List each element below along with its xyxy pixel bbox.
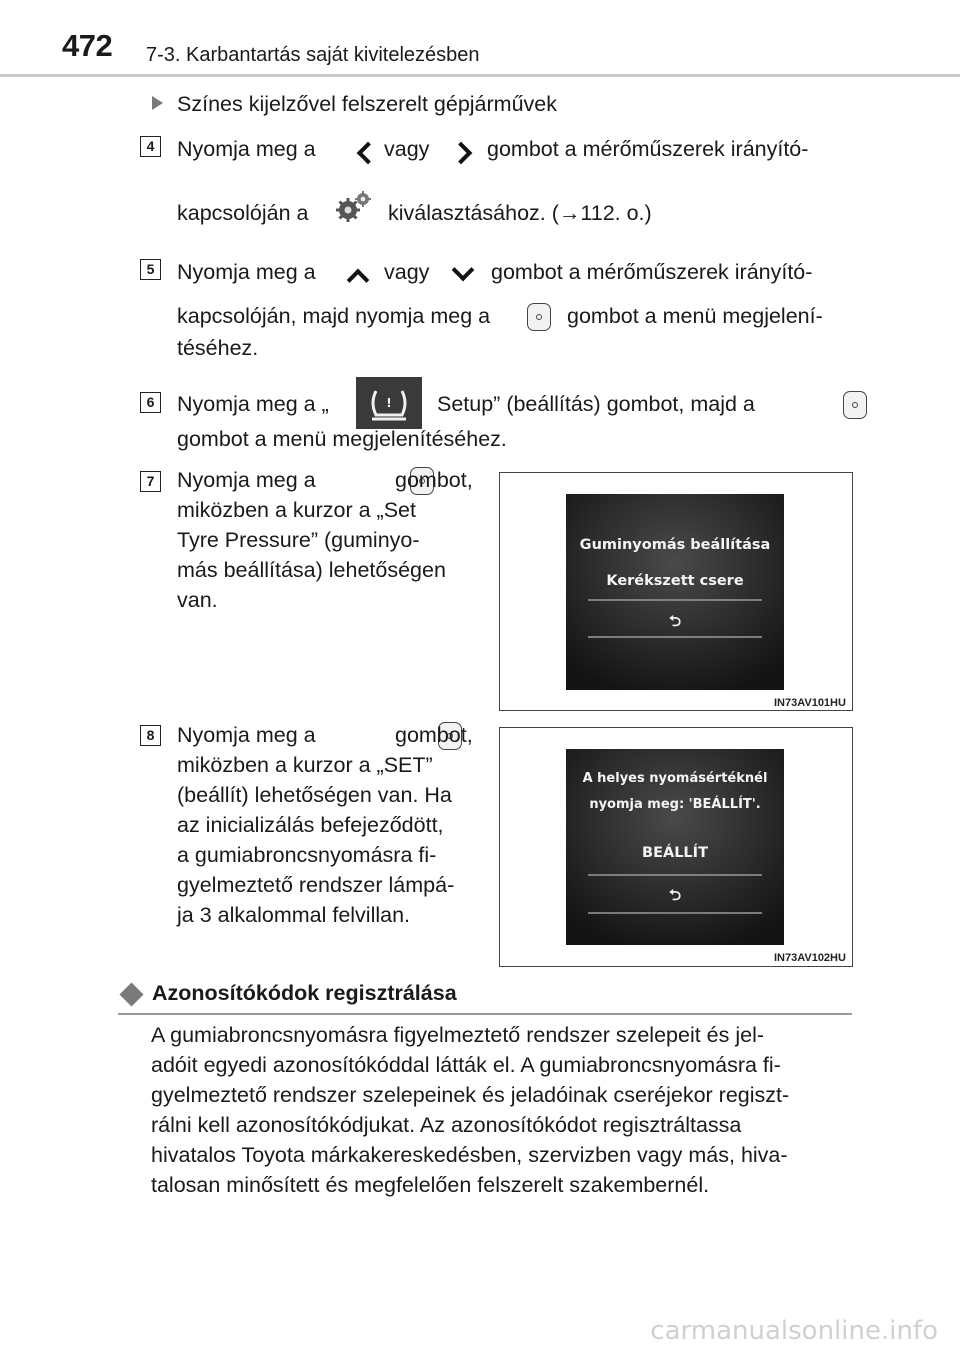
step-4-text-a: Nyomja meg a bbox=[177, 137, 316, 161]
section-divider bbox=[118, 1013, 852, 1015]
watermark-text: carmanualsonline.info bbox=[650, 1316, 938, 1346]
step-8-text-line: gyelmeztető rendszer lámpá- bbox=[177, 873, 455, 897]
display-screen-1 bbox=[566, 494, 784, 690]
screen-2-message-line2: nyomja meg: 'BEÁLLÍT'. bbox=[589, 797, 761, 812]
page-number: 472 bbox=[62, 28, 113, 63]
image-code-2: IN73AV102HU bbox=[774, 952, 846, 964]
chevron-right-icon bbox=[450, 142, 473, 165]
step-5-text-line2a: kapcsolóján, majd nyomja meg a bbox=[177, 304, 491, 328]
step-5-text-b: vagy bbox=[384, 260, 430, 284]
return-icon: ⮌ bbox=[668, 886, 681, 904]
paragraph-line: hivatalos Toyota márkakereskedésben, szervizben vagy más, hiva- bbox=[151, 1143, 788, 1167]
step-7-text-line: miközben a kurzor a „Set bbox=[177, 498, 416, 522]
step-8-text-line: a gumiabroncsnyomásra fi- bbox=[177, 843, 437, 867]
step-7-text-line: más beállítása) lehetőségen bbox=[177, 558, 446, 582]
paragraph-line: rálni kell azonosítókódjukat. Az azonosítókódot regisztráltassa bbox=[151, 1113, 742, 1137]
step-4-text-line2b: kiválasztásához. (→112. o.) bbox=[388, 201, 652, 225]
step-number-4: 4 bbox=[140, 136, 161, 157]
chevron-left-icon bbox=[357, 142, 380, 165]
settings-gear-icon bbox=[334, 190, 374, 226]
screen-background bbox=[566, 494, 784, 690]
step-5-text-line3: téséhez. bbox=[177, 336, 259, 360]
image-code-1: IN73AV101HU bbox=[774, 697, 846, 709]
screen-figure-2 bbox=[499, 727, 853, 967]
subsection-label: Színes kijelzővel felszerelt gépjárművek bbox=[177, 92, 557, 116]
header-divider bbox=[0, 74, 960, 77]
step-8-text-line: miközben a kurzor a „SET” bbox=[177, 753, 433, 777]
chevron-up-icon bbox=[347, 269, 370, 292]
paragraph-line: gyelmeztető rendszer szelepeinek és jeladóinak cseréjekor regiszt- bbox=[151, 1083, 790, 1107]
screen-figure-1 bbox=[499, 472, 853, 711]
step-number-6: 6 bbox=[140, 392, 161, 413]
step-number-7: 7 bbox=[140, 471, 161, 492]
step-6-text-b: Setup” (beállítás) gombot, majd a bbox=[437, 392, 755, 416]
step-6-text-a: Nyomja meg a „ bbox=[177, 392, 329, 416]
tire-pressure-warning-icon bbox=[356, 377, 422, 429]
screen-2-set-option: BEÁLLÍT bbox=[642, 845, 708, 861]
step-number-5: 5 bbox=[140, 259, 161, 280]
display-screen-2 bbox=[566, 749, 784, 945]
ok-button-icon bbox=[527, 303, 551, 331]
triangle-bullet-icon bbox=[152, 96, 163, 110]
step-4-text-c: gombot a mérőműszerek irányító- bbox=[487, 137, 809, 161]
paragraph-line: adóit egyedi azonosítókóddal látták el. A gumiabroncsnyomásra fi- bbox=[151, 1053, 781, 1077]
return-icon: ⮌ bbox=[668, 612, 681, 630]
step-8-text-line: (beállít) lehetőségen van. Ha bbox=[177, 783, 452, 807]
svg-text:!: ! bbox=[386, 396, 392, 410]
step-6-text-line2: gombot a menü megjelenítéséhez. bbox=[177, 427, 507, 451]
screen-1-menu-item: Kerékszett csere bbox=[606, 573, 744, 589]
ok-button-icon bbox=[843, 391, 867, 419]
screen-2-message-line1: A helyes nyomásértéknél bbox=[582, 771, 768, 786]
step-7-text-line: van. bbox=[177, 588, 218, 612]
paragraph-line: talosan minősített és megfelelően felszerelt szakembernél. bbox=[151, 1173, 710, 1197]
diamond-bullet-icon bbox=[119, 982, 143, 1006]
screen-1-title: Guminyomás beállítása bbox=[579, 537, 771, 553]
step-8-text-line: az inicializálás befejeződött, bbox=[177, 813, 444, 837]
step-5-text-line2b: gombot a menü megjelení- bbox=[567, 304, 823, 328]
step-number-8: 8 bbox=[140, 725, 161, 746]
step-5-text-c: gombot a mérőműszerek irányító- bbox=[491, 260, 813, 284]
chevron-down-icon bbox=[452, 259, 475, 282]
step-7-text-a: Nyomja meg a bbox=[177, 468, 316, 492]
section-paragraph bbox=[151, 1020, 855, 1200]
step-4-text-line1 bbox=[177, 134, 316, 164]
step-8-text-rest bbox=[177, 750, 478, 930]
step-8-text-b: gombot, bbox=[395, 723, 473, 747]
step-7-text-line: Tyre Pressure” (guminyo- bbox=[177, 528, 420, 552]
step-8-text-line: ja 3 alkalommal felvillan. bbox=[177, 903, 411, 927]
step-7-text-rest bbox=[177, 495, 478, 615]
step-5-text-a: Nyomja meg a bbox=[177, 260, 316, 284]
paragraph-line: A gumiabroncsnyomásra figyelmeztető rendszer szelepeit és jel- bbox=[151, 1023, 765, 1047]
section-header-title: 7-3. Karbantartás saját kivitelezésben bbox=[146, 44, 480, 66]
section-title: Azonosítókódok regisztrálása bbox=[152, 981, 457, 1005]
step-4-text-b: vagy bbox=[384, 137, 430, 161]
step-4-text-line2a: kapcsolóján a bbox=[177, 201, 309, 225]
step-8-text-a: Nyomja meg a bbox=[177, 723, 316, 747]
step-7-text-b: gombot, bbox=[395, 468, 473, 492]
